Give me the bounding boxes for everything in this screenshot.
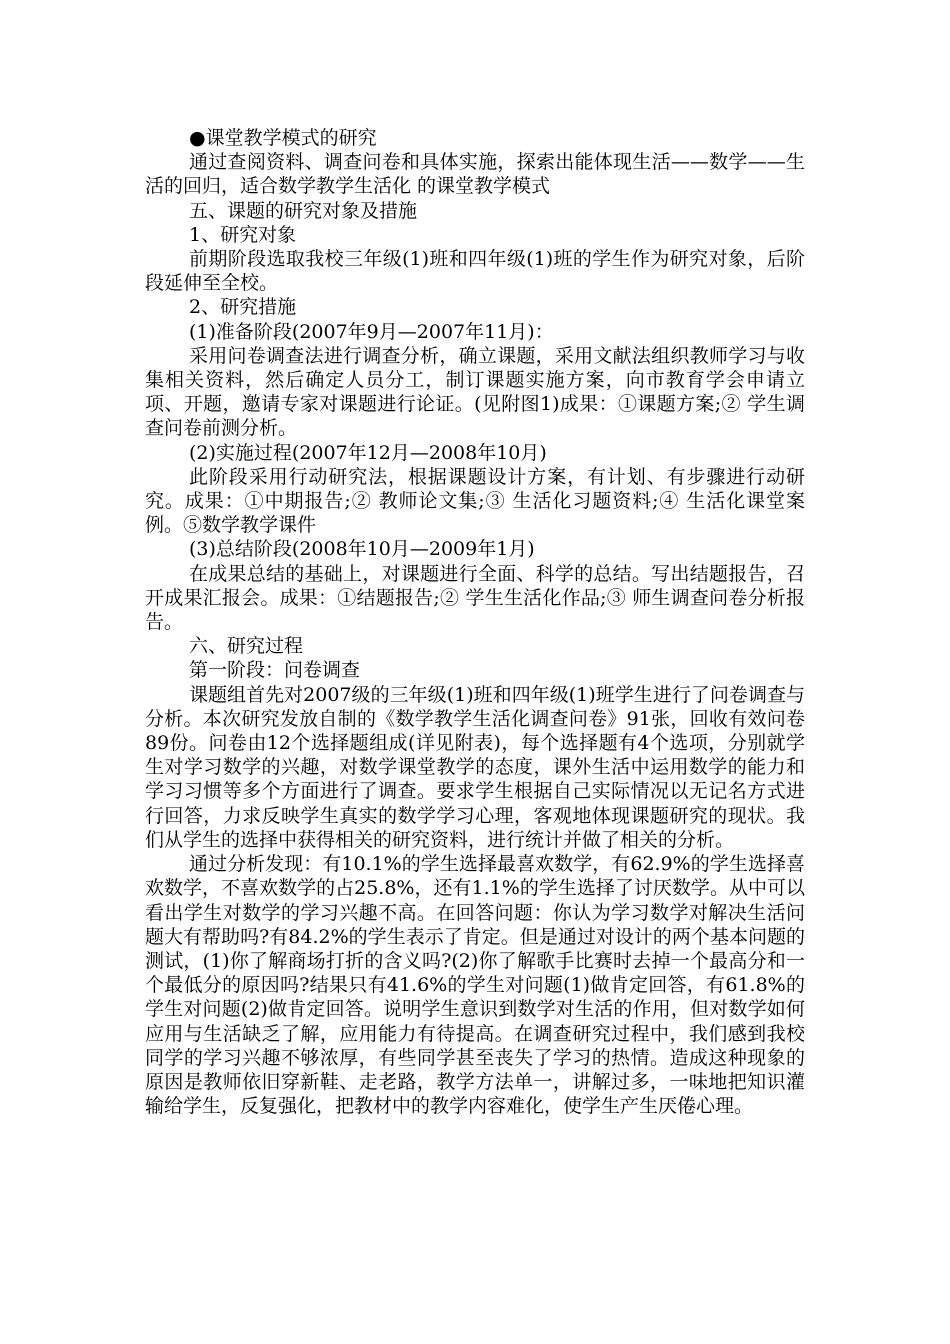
stage-heading: (3)总结阶段(2008年10月—2009年1月) <box>189 538 535 561</box>
paragraph: 通过查阅资料、调查问卷和具体实施，探索出能体现生活——数学——生活的回归，适合数学教学生活化 的课堂教学模式 <box>145 151 805 198</box>
section-bullet-heading: ●课堂教学模式的研究 <box>189 127 377 149</box>
subsection-heading: 第一阶段：问卷调查 <box>189 659 361 682</box>
document-body <box>145 126 805 1118</box>
paragraph: 通过分析发现：有10.1%的学生选择最喜欢数学，有62.9%的学生选择喜欢数学，不喜欢数学的占25.8%，还有1.1%的学生选择了讨厌数学。从中可以看出学生对数学的学习兴趣不高。在回答问题：你认为学习数学对解决生活问题大有帮助吗?有84.2%的学生表示了肯定。但是通过对设计的两个基本问题的测试，(1)你了解商场打折的含义吗?(2)你了解歌手比赛时去掉一个最高分和一个最低分的原因吗?结果只有41.6%的学生对问题(1)做肯定回答，有61.8%的学生对问题(2)做肯定回答。说明学生意识到数学对生活的作用，但对数学如何应用与生活缺乏了解，应用能力有待提高。在调查研究过程中，我们感到我校同学的学习兴趣不够浓厚，有些同学甚至丧失了学习的热情。造成这种现象的原因是教师依旧穿新鞋、走老路，教学方法单一，讲解过多，一味地把知识灌输给学生，反复强化，把教材中的教学内容难化，使学生产生厌倦心理。 <box>145 853 805 1118</box>
subsection-heading: 2、研究措施 <box>189 296 297 319</box>
paragraph: 此阶段采用行动研究法，根据课题设计方案，有计划、有步骤进行动研究。成果：①中期报告;② 教师论文集;③ 生活化习题资料;④ 生活化课堂案例。⑤数学教学课件 <box>145 465 805 537</box>
stage-heading: (1)准备阶段(2007年9月—2007年11月)： <box>189 320 554 343</box>
section-heading: 六、研究过程 <box>189 635 304 658</box>
stage-heading: (2)实施过程(2007年12月—2008年10月) <box>189 441 547 464</box>
paragraph: 课题组首先对2007级的三年级(1)班和四年级(1)班学生进行了问卷调查与分析。本次研究发放自制的《数学教学生活化调查问卷》91张，回收有效问卷89份。问卷由12个选择题组成(详见附表)，每个选择题有4个选项，分别就学生对学习数学的兴趣，对数学课堂教学的态度，课外生活中运用数学的能力和学习习惯等多个方面进行了调查。要求学生根据自己实际情况以无记名方式进行回答，力求反映学生真实的数学学习心理，客观地体现课题研究的现状。我们从学生的选择中获得相关的研究资料，进行统计并做了相关的分析。 <box>145 683 805 851</box>
paragraph: 在成果总结的基础上，对课题进行全面、科学的总结。写出结题报告，召开成果汇报会。成果：①结题报告;② 学生生活化作品;③ 师生调查问卷分析报告。 <box>145 562 805 634</box>
paragraph: 前期阶段选取我校三年级(1)班和四年级(1)班的学生作为研究对象，后阶段延伸至全校。 <box>145 248 805 295</box>
section-heading: 五、课题的研究对象及措施 <box>189 199 418 222</box>
paragraph: 采用问卷调查法进行调查分析，确立课题，采用文献法组织教师学习与收集相关资料，然后确定人员分工，制订课题实施方案，向市教育学会申请立项、开题，邀请专家对课题进行论证。(见附图1)成果：①课题方案;② 学生调查问卷前测分析。 <box>145 344 805 440</box>
subsection-heading: 1、研究对象 <box>189 223 297 246</box>
